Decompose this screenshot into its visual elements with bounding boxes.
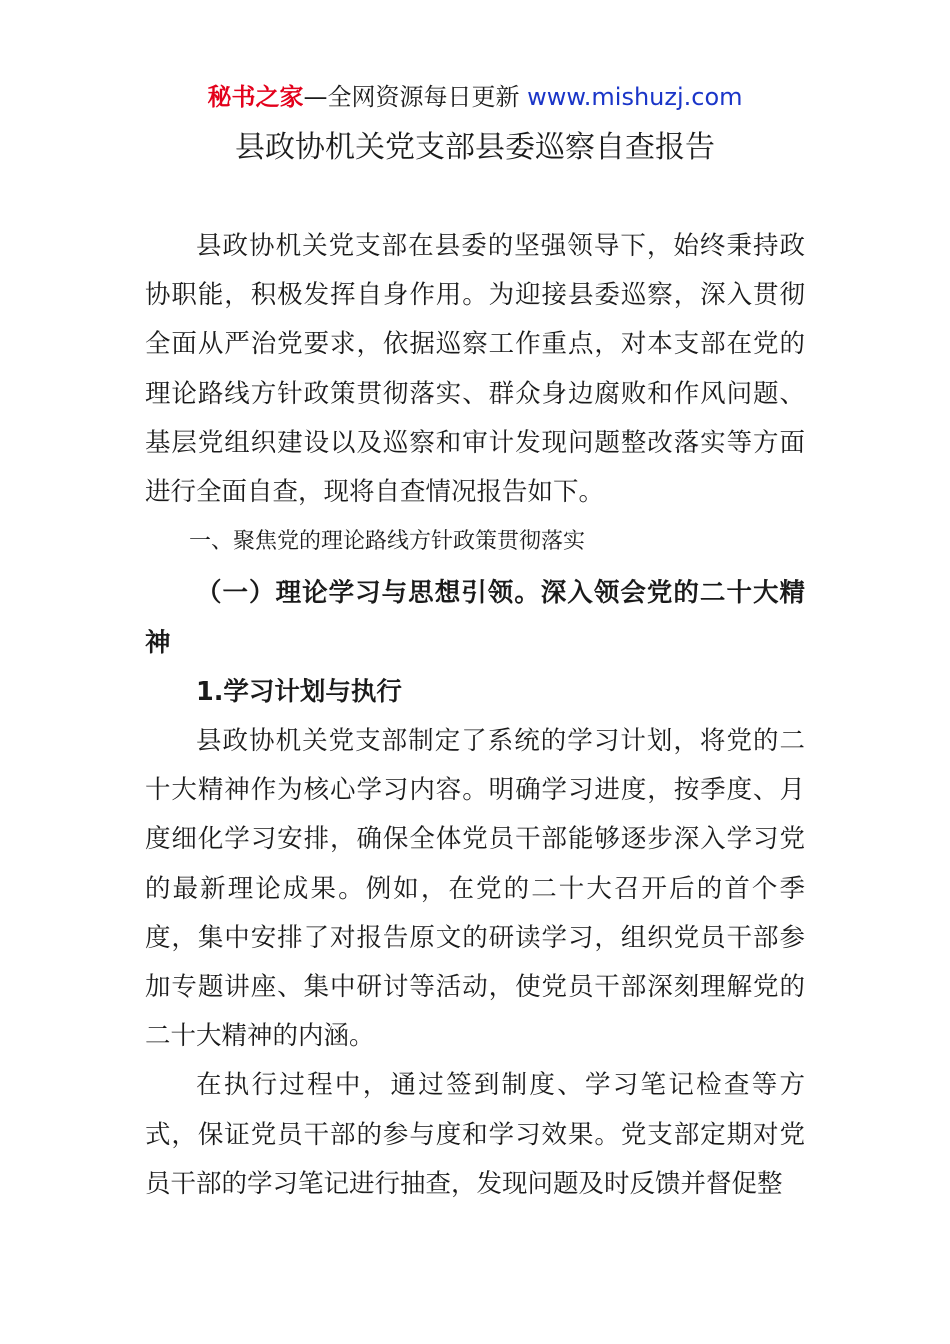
document-title: 县政协机关党支部县委巡察自查报告: [235, 130, 715, 165]
intro-paragraph: 县政协机关党支部在县委的坚强领导下，始终秉持政协职能，积极发挥自身作用。为迎接县委巡察，深入贯彻全面从严治党要求，依据巡察工作重点，对本支部在党的理论路线方针政策贯彻落实、群众身边腐败和作风问题、基层党组织建设以及巡察和审计发现问题整改落实等方面进行全面自查，现将自查情况报告如下。: [145, 231, 805, 508]
site-url[interactable]: www.mishuzj.com: [527, 83, 743, 111]
site-banner: [0, 80, 950, 114]
body-paragraph: 县政协机关党支部制定了系统的学习计划，将党的二十大精神作为核心学习内容。明确学习进度，按季度、月度细化学习安排，确保全体党员干部能够逐步深入学习党的最新理论成果。例如，在党的二十大召开后的首个季度，集中安排了对报告原文的研读学习，组织党员干部参加专题讲座、集中研讨等活动，使党员干部深刻理解党的二十大精神的内涵。: [145, 726, 805, 1052]
section-heading-1: 一、聚焦党的理论路线方针政策贯彻落实: [189, 529, 586, 555]
body-paragraph: 在执行过程中，通过签到制度、学习笔记检查等方式，保证党员干部的参与度和学习效果。党支部定期对党员干部的学习笔记进行抽查，发现问题及时反馈并督促整: [145, 1070, 805, 1199]
subsection-heading-1: （一）理论学习与思想引领。深入领会党的二十大精神: [145, 578, 805, 658]
site-tagline: —全网资源每日更新: [303, 83, 528, 111]
site-name: 秘书之家: [207, 83, 304, 111]
item-heading-1: 1.学习计划与执行: [196, 676, 402, 707]
document-body: [145, 222, 805, 1209]
